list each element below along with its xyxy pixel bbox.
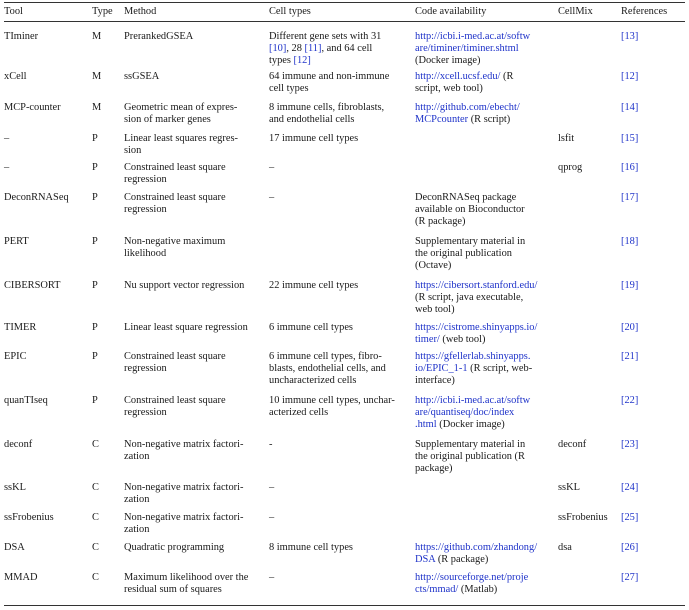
tool-name: quanTIseq — [4, 395, 48, 406]
cellmix-function: lsfit — [558, 133, 575, 144]
code-text: the original publication (R — [415, 450, 525, 462]
code-link[interactable]: MCPcounter — [415, 113, 469, 125]
method-line: zation — [124, 523, 150, 535]
header-bottom-rule — [4, 21, 685, 22]
reference-link[interactable]: [15] — [621, 133, 639, 144]
reference-link[interactable]: [27] — [621, 572, 639, 583]
code-link[interactable]: https://cibersort.stanford.edu/ — [415, 280, 538, 291]
cell-types-text: blasts, endothelial cells, and — [269, 362, 386, 374]
cell-types-text: – — [269, 162, 275, 173]
method-line: Maximum likelihood over the — [124, 572, 249, 583]
code-link[interactable]: http://icbi.i-med.ac.at/softw — [415, 395, 531, 406]
reference-link[interactable]: [20] — [621, 322, 639, 333]
method-line: ssGSEA — [124, 71, 160, 82]
code-text: Supplementary material in — [415, 439, 526, 450]
cell-types-line — [269, 351, 382, 363]
cell-types-text: 17 immune cell types — [269, 133, 359, 144]
reference-link[interactable]: [18] — [621, 236, 639, 247]
cell-types-text: and endothelial cells — [269, 113, 355, 125]
tool-type: P — [92, 280, 98, 291]
tool-type: P — [92, 133, 98, 144]
cell-types-line — [269, 31, 381, 43]
cell-types-line — [269, 102, 384, 114]
reference-link[interactable]: [24] — [621, 482, 639, 493]
code-link[interactable]: http://github.com/ebecht/ — [415, 102, 520, 113]
code-text: the original publication — [415, 247, 512, 259]
cell-types-text: acterized cells — [269, 406, 329, 418]
code-text: interface) — [415, 374, 455, 386]
header-cell-types: Cell types — [269, 6, 311, 17]
reference-link[interactable]: [25] — [621, 512, 639, 523]
tool-type: M — [92, 71, 102, 82]
reference-link[interactable]: [13] — [621, 31, 639, 42]
reference-link[interactable]: [14] — [621, 102, 639, 113]
code-text: package) — [415, 462, 453, 474]
tool-type: M — [92, 31, 102, 42]
method-line: zation — [124, 493, 150, 505]
code-text: Supplementary material in — [415, 236, 526, 247]
code-text: (R script) — [468, 113, 511, 125]
cellmix-function: deconf — [558, 439, 587, 450]
code-link[interactable]: are/timiner/timiner.shtml — [415, 42, 519, 54]
cell-types-text: types — [269, 54, 294, 66]
method-line: Linear least squares regres- — [124, 133, 238, 144]
reference-link[interactable]: [17] — [621, 192, 639, 203]
method-line: Linear least square regression — [124, 322, 248, 333]
code-link[interactable]: http://icbi.i-med.ac.at/softw — [415, 31, 531, 42]
table-top-rule — [4, 2, 685, 3]
reference-link[interactable]: [23] — [621, 439, 639, 450]
reference-link[interactable]: [22] — [621, 395, 639, 406]
code-text: (R — [500, 71, 514, 82]
cell-types-line — [269, 407, 328, 419]
tool-type: P — [92, 395, 98, 406]
tool-name: xCell — [4, 71, 27, 82]
tool-name: TIMER — [4, 322, 37, 333]
code-text: (web tool) — [439, 333, 486, 345]
tool-name: ssFrobenius — [4, 512, 54, 523]
cellmix-function: ssFrobenius — [558, 512, 608, 523]
cell-types-line — [269, 133, 358, 145]
code-line — [415, 71, 513, 83]
cell-types-text: , and 64 cell — [321, 42, 373, 54]
tool-type: C — [92, 482, 99, 493]
method-line: Non-negative matrix factori- — [124, 439, 244, 450]
code-link[interactable]: timer/ — [415, 333, 440, 345]
code-line — [415, 363, 532, 375]
code-text: (R script, java executable, — [415, 291, 524, 303]
cellmix-function: ssKL — [558, 482, 580, 493]
cell-types-line — [269, 482, 274, 494]
code-text: (Matlab) — [458, 583, 498, 595]
code-text: DeconRNASeq package — [415, 192, 517, 203]
code-link[interactable]: .html — [415, 418, 437, 430]
cell-types-line — [269, 542, 353, 554]
code-line — [415, 419, 505, 431]
header-code-availability: Code availability — [415, 6, 487, 17]
cell-types-text: , 28 — [286, 42, 305, 54]
tool-type: M — [92, 102, 102, 113]
header-tool: Tool — [4, 6, 23, 17]
code-text: available on Bioconductor — [415, 203, 525, 215]
tool-type: P — [92, 322, 98, 333]
method-line: Constrained least square — [124, 351, 226, 362]
header-type: Type — [92, 6, 113, 17]
cell-types-line — [269, 395, 395, 407]
reference-link[interactable]: [19] — [621, 280, 639, 291]
code-link[interactable]: https://github.com/zhandong/ — [415, 542, 538, 553]
tool-name: – — [4, 133, 10, 144]
cell-types-text: – — [269, 572, 275, 583]
cell-types-text: 64 immune and non-immune — [269, 71, 390, 82]
code-text: (R package) — [415, 215, 466, 227]
code-text: (R script, web- — [467, 362, 533, 374]
cell-types-text: 6 immune cell types — [269, 322, 353, 333]
method-line: Constrained least square — [124, 192, 226, 203]
cell-types-text: cell types — [269, 82, 309, 94]
cell-types-line — [269, 83, 309, 95]
method-line: Geometric mean of expres- — [124, 102, 238, 113]
tool-name: PERT — [4, 236, 29, 247]
method-line: Quadratic programming — [124, 542, 225, 553]
code-link[interactable]: DSA — [415, 553, 436, 565]
code-text: (Octave) — [415, 259, 452, 271]
cell-types-line — [269, 375, 356, 387]
code-link[interactable]: http://sourceforge.net/proje — [415, 572, 529, 583]
cell-types-line — [269, 363, 386, 375]
tool-name: MCP-counter — [4, 102, 61, 113]
tool-name: DSA — [4, 542, 25, 553]
reference-link[interactable]: [21] — [621, 351, 639, 362]
citation-link[interactable]: [11] — [304, 42, 322, 54]
code-line — [415, 584, 497, 596]
tool-name: MMAD — [4, 572, 38, 583]
tool-name: EPIC — [4, 351, 27, 362]
method-line: Nu support vector regression — [124, 280, 245, 291]
reference-link[interactable]: [16] — [621, 162, 639, 173]
code-text: script, web tool) — [415, 82, 483, 94]
cell-types-line — [269, 43, 372, 55]
tool-type: P — [92, 351, 98, 362]
method-line: Non-negative maximum — [124, 236, 226, 247]
header-method: Method — [124, 6, 157, 17]
tool-type: C — [92, 512, 99, 523]
code-line — [415, 554, 488, 566]
reference-link[interactable]: [12] — [621, 71, 639, 82]
cell-types-line — [269, 512, 274, 524]
cell-types-text: 8 immune cell types — [269, 542, 353, 553]
cell-types-line — [269, 55, 311, 67]
method-line: regression — [124, 203, 167, 215]
code-link[interactable]: io/EPIC_1-1 — [415, 362, 468, 374]
method-line: Non-negative matrix factori- — [124, 512, 244, 523]
cell-types-line — [269, 71, 389, 83]
tool-type: P — [92, 192, 98, 203]
code-text: (Docker image) — [436, 418, 505, 430]
cell-types-text: – — [269, 512, 275, 523]
cell-types-text: Different gene sets with 31 — [269, 31, 382, 42]
code-text: (Docker image) — [415, 54, 481, 66]
table-bottom-rule — [4, 605, 685, 606]
cell-types-text: 8 immune cells, fibroblasts, — [269, 102, 385, 113]
method-line: regression — [124, 173, 167, 185]
method-line: PrerankedGSEA — [124, 31, 194, 42]
cellmix-function: dsa — [558, 542, 572, 553]
tool-name: ssKL — [4, 482, 26, 493]
cell-types-line — [269, 439, 272, 451]
cell-types-line — [269, 280, 358, 292]
cell-types-text: 10 immune cell types, unchar- — [269, 395, 395, 406]
tool-type: C — [92, 439, 99, 450]
code-link[interactable]: http://xcell.ucsf.edu/ — [415, 71, 501, 82]
method-line: regression — [124, 362, 167, 374]
code-link[interactable]: are/quantiseq/doc/index — [415, 406, 515, 418]
tool-name: DeconRNASeq — [4, 192, 69, 203]
code-link[interactable]: https://cistrome.shinyapps.io/ — [415, 322, 538, 333]
method-line: sion — [124, 144, 142, 156]
citation-link[interactable]: [10] — [269, 42, 287, 54]
cell-types-text: – — [269, 482, 275, 493]
header-references: References — [621, 6, 668, 17]
code-line — [415, 114, 510, 126]
cell-types-line — [269, 572, 274, 584]
tool-type: C — [92, 572, 99, 583]
cell-types-line — [269, 322, 353, 334]
method-line: residual sum of squares — [124, 583, 222, 595]
tool-name: TIminer — [4, 31, 39, 42]
tool-type: P — [92, 236, 98, 247]
tool-type: C — [92, 542, 99, 553]
cellmix-function: qprog — [558, 162, 583, 173]
method-line: likelihood — [124, 247, 167, 259]
cell-types-line — [269, 192, 274, 204]
code-link[interactable]: https://gfellerlab.shinyapps. — [415, 351, 531, 362]
cell-types-text: - — [269, 439, 273, 450]
tool-type: P — [92, 162, 98, 173]
citation-link[interactable]: [12] — [293, 54, 311, 66]
cell-types-line — [269, 162, 274, 174]
code-text: (R package) — [435, 553, 489, 565]
cell-types-text: – — [269, 192, 275, 203]
header-cellmix: CellMix — [558, 6, 593, 17]
code-line — [415, 334, 485, 346]
code-link[interactable]: cts/mmad/ — [415, 583, 459, 595]
method-line: Constrained least square — [124, 395, 226, 406]
method-line: zation — [124, 450, 150, 462]
cell-types-line — [269, 114, 354, 126]
reference-link[interactable]: [26] — [621, 542, 639, 553]
code-text: web tool) — [415, 303, 455, 315]
tool-name: deconf — [4, 439, 33, 450]
tool-name: CIBERSORT — [4, 280, 61, 291]
method-line: regression — [124, 406, 167, 418]
method-line: Non-negative matrix factori- — [124, 482, 244, 493]
cell-types-text: 6 immune cell types, fibro- — [269, 351, 382, 362]
method-line: sion of marker genes — [124, 113, 211, 125]
tool-name: – — [4, 162, 10, 173]
method-line: Constrained least square — [124, 162, 226, 173]
cell-types-text: 22 immune cell types — [269, 280, 359, 291]
cell-types-text: uncharacterized cells — [269, 374, 357, 386]
